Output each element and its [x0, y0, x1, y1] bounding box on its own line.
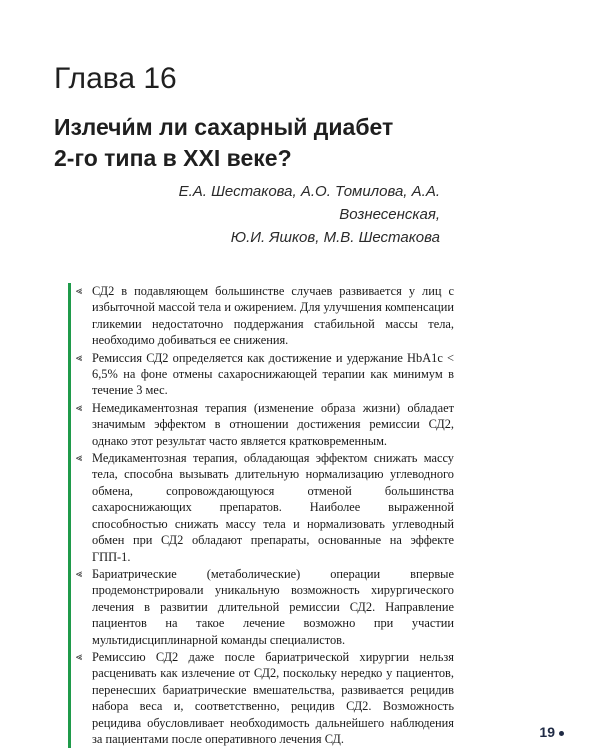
key-point-text: Ремиссия СД2 определяется как достижение и удержание HbA1c < 6,5% на фоне отмены сахароснижающей терапии как минимум в течение 3 мес. — [92, 350, 454, 398]
key-point-text: СД2 в подавляющем большинстве случаев развивается у лиц с избыточной массой тела и ожирением. Для улучшения компенсации гликемии недостаточно поддержания стабильной массы тела, необходимо добиваться ее снижения. — [92, 284, 454, 348]
key-point-item — [76, 400, 454, 449]
key-point-item — [76, 566, 454, 648]
chapter-title-line: 2-го типа в XXI веке? — [54, 145, 292, 171]
key-point-item — [76, 450, 454, 565]
key-point-text: Немедикаментозная терапия (изменение образа жизни) обладает значимым эффектом в отношении достижения ремиссии СД2, однако этот результат часто является кратковременным. — [92, 400, 454, 448]
chapter-label: Глава 16 — [54, 62, 177, 95]
key-points-list — [76, 283, 454, 747]
authors — [100, 180, 440, 249]
arrowhead-left-icon: ⪡ — [76, 451, 83, 465]
bullet-dot-icon — [559, 731, 564, 736]
page-number-text: 19 — [539, 724, 555, 740]
key-points-box — [68, 283, 454, 748]
key-point-item — [76, 350, 454, 399]
arrowhead-left-icon: ⪡ — [76, 400, 83, 414]
arrowhead-left-icon: ⪡ — [76, 284, 83, 297]
key-point-text: Бариатрические (метаболические) операции впервые продемонстрировали уникальную возможность хирургического лечения в развитии длительной ремиссии СД2. Направление пациентов на такое лечение возможно при участии мультидисциплинарной команды специалистов. — [92, 566, 454, 647]
arrowhead-left-icon: ⪡ — [76, 350, 83, 364]
authors-line: Е.А. Шестакова, А.О. Томилова, А.А. Вознесенская, — [178, 183, 440, 223]
arrowhead-left-icon: ⪡ — [76, 566, 83, 580]
key-point-text: Медикаментозная терапия, обладающая эффектом снижать массу тела, способна вызывать длительную нормализацию углеводного обмена, сопровождающуюся отменой большинства сахароснижающих препаратов. Наиболее выраженной способностью снижать массу тела и нормализовать углеводный обмен при СД2 обладают препараты, основанные на эффекте ГПП-1. — [92, 451, 454, 564]
authors-line: Ю.И. Яшков, М.В. Шестакова — [230, 229, 440, 246]
page-number — [539, 724, 564, 740]
chapter-title — [54, 112, 494, 174]
chapter-title-line: Излечи́м ли сахарный диабет — [54, 114, 394, 140]
key-point-item — [76, 649, 454, 747]
key-point-item — [76, 283, 454, 349]
key-point-text: Ремиссию СД2 даже после бариатрической хирургии нельзя расценивать как излечение от СД2, поскольку нередко у пациентов, перенесших бариатрические вмешательства, развивается рецидив набора веса и, соответственно, рецидив СД2. Возможность рецидива обусловливает необходимость дальнейшего наблюдения за пациентами после оперативного лечения СД. — [92, 649, 454, 746]
arrowhead-left-icon: ⪡ — [76, 649, 83, 663]
